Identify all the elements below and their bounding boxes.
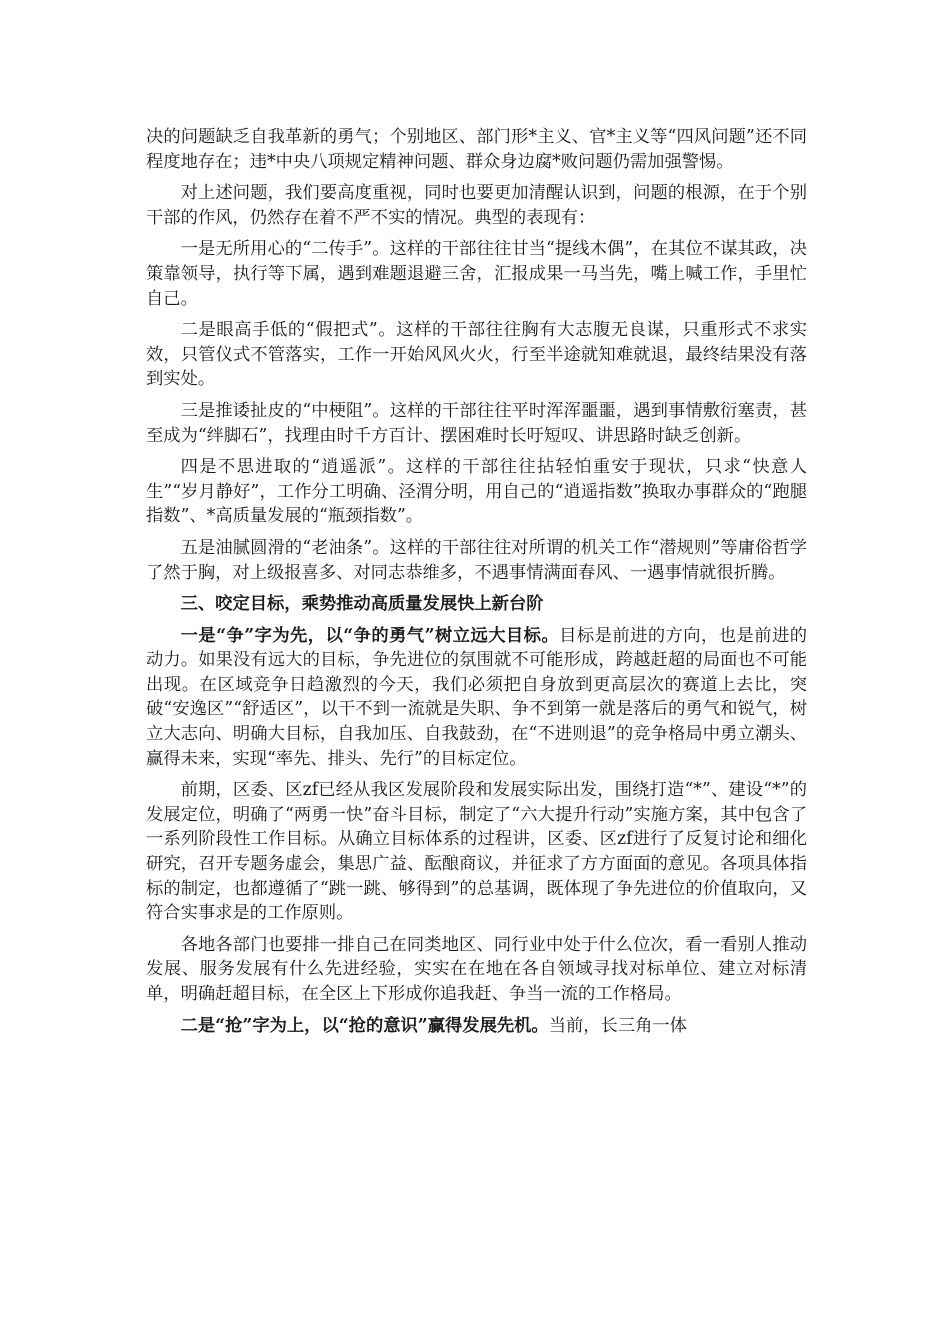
paragraph-type-4: 四是不思进取的“逍遥派”。这样的干部往往拈轻怕重安于现状，只求“快意人生”“岁月静好”，工作分工明确、泾渭分明，用自己的“逍遥指数”换取办事群众的“跑腿指数”、*高质量发展的“瓶颈指数”。 [146,457,807,527]
paragraph-body: 目标是前进的方向，也是前进的动力。如果没有远大的目标，争先进位的氛围就不可能形成，跨越赶超的局面也不可能出现。在区域竞争日趋激烈的今天，我们必须把自身放到更高层次的赛道上去比，突破“安逸区”“舒适区”，以干不到一流就是失职、争不到第一就是落后的勇气和锐气，树立大志向、明确大目标，自我加压、自我鼓劲，在“不进则退”的竞争格局中勇立潮头、赢得未来，实现“率先、排头、先行”的目标定位。 [146,625,807,769]
paragraph-lead: 二是“抢”字为上，以“抢的意识”赢得发展先机。 [180,1015,549,1036]
paragraph-goal-1 [146,624,807,772]
paragraph-body: 当前，长三角一体 [548,1015,687,1036]
paragraph-goal-process: 前期，区委、区zf已经从我区发展阶段和发展实际出发，围绕打造“*”、建设“*”的发展定位，明确了“两勇一快”奋斗目标，制定了“六大提升行动”实施方案，其中包含了一系列阶段性工作目标。从确立目标体系的过程讲，区委、区zf进行了反复讨论和细化研究，召开专题务虚会，集思广益、酝酿商议，并征求了方方面面的意见。各项具体指标的制定，也都遵循了“跳一跳、够得到”的总基调，既体现了争先进位的价值取向，又符合实事求是的工作原则。 [146,780,807,924]
section-heading: 三、咬定目标，乘势推动高质量发展快上新台阶 [180,594,544,615]
paragraph-lead: 一是“争”字为先，以“争的勇气”树立远大目标。 [180,625,560,646]
paragraph-continuation: 决的问题缺乏自我革新的勇气；个别地区、部门形*主义、官*主义等“四风问题”还不同程度地存在；违*中央八项规定精神问题、群众身边腐*败问题仍需加强警惕。 [146,127,807,172]
paragraph-problem-root: 对上述问题，我们要高度重视，同时也要更加清醒认识到，问题的根源，在于个别干部的作风，仍然存在着不严不实的情况。典型的表现有： [146,183,807,228]
paragraph-benchmark: 各地各部门也要排一排自己在同类地区、同行业中处于什么位次，看一看别人推动发展、服务发展有什么先进经验，实实在在地在各自领域寻找对标单位、建立对标清单，明确赶超目标，在全区上下形成你追我赶、争当一流的工作格局。 [146,934,807,1004]
paragraph-type-2: 二是眼高手低的“假把式”。这样的干部往往胸有大志腹无良谋，只重形式不求实效，只管仪式不管落实，工作一开始风风火火，行至半途就知难就退，最终结果没有落到实处。 [146,320,807,390]
paragraph-goal-2 [146,1014,807,1039]
paragraph-type-3: 三是推诿扯皮的“中梗阻”。这样的干部往往平时浑浑噩噩，遇到事情敷衍塞责，甚至成为“绊脚石”，找理由时千方百计、摆困难时长吁短叹、讲思路时缺乏创新。 [146,400,807,446]
paragraph-type-1: 一是无所用心的“二传手”。这样的干部往往甘当“提线木偶”，在其位不谋其政，决策靠领导，执行等下属，遇到难题退避三舍，汇报成果一马当先，嘴上喊工作，手里忙自己。 [146,239,807,309]
document-body [146,125,807,1045]
paragraph-type-5: 五是油腻圆滑的“老油条”。这样的干部往往对所谓的机关工作“潜规则”等庸俗哲学了然于胸，对上级报喜多、对同志恭维多，不遇事情满面春风、一遇事情就很折腾。 [146,537,807,583]
